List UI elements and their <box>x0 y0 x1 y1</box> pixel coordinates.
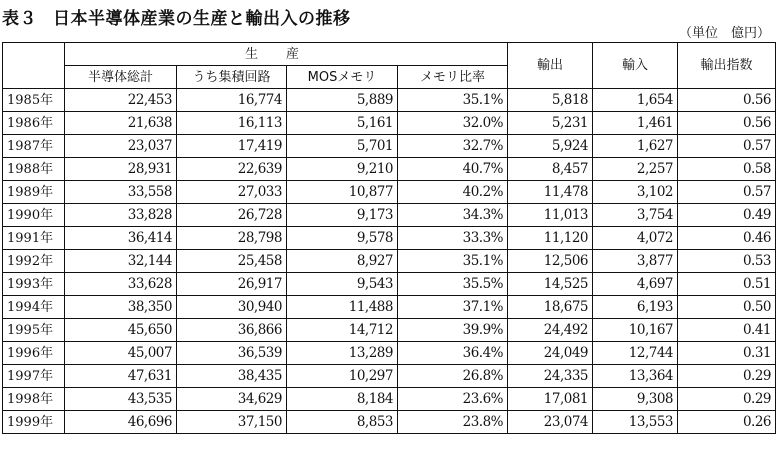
cell-mos-memory: 8,853 <box>287 411 398 434</box>
cell-export-index: 0.56 <box>678 89 776 112</box>
cell-semiconductor-total: 47,631 <box>65 365 177 388</box>
cell-memory-ratio: 33.3% <box>398 227 508 250</box>
cell-export-index: 0.58 <box>678 158 776 181</box>
cell-integrated-circuits: 16,774 <box>177 89 287 112</box>
cell-import: 3,877 <box>593 250 678 273</box>
cell-mos-memory: 9,173 <box>287 204 398 227</box>
semiconductor-table <box>2 42 776 434</box>
header-import: 輸入 <box>593 43 678 89</box>
table-row <box>3 273 776 296</box>
cell-semiconductor-total: 22,453 <box>65 89 177 112</box>
cell-import: 3,754 <box>593 204 678 227</box>
cell-mos-memory: 9,210 <box>287 158 398 181</box>
cell-export-index: 0.41 <box>678 319 776 342</box>
cell-import: 13,364 <box>593 365 678 388</box>
cell-export: 11,120 <box>508 227 593 250</box>
cell-integrated-circuits: 30,940 <box>177 296 287 319</box>
table-row <box>3 388 776 411</box>
header-integrated-circuits: うち集積回路 <box>177 66 287 89</box>
cell-memory-ratio: 34.3% <box>398 204 508 227</box>
header-export-index: 輸出指数 <box>678 43 776 89</box>
header-memory-ratio: メモリ比率 <box>398 66 508 89</box>
table-row <box>3 365 776 388</box>
table-row <box>3 250 776 273</box>
table-row <box>3 181 776 204</box>
cell-year: 1991年 <box>3 227 65 250</box>
cell-import: 6,193 <box>593 296 678 319</box>
cell-mos-memory: 5,701 <box>287 135 398 158</box>
cell-semiconductor-total: 43,535 <box>65 388 177 411</box>
cell-import: 3,102 <box>593 181 678 204</box>
header-mos-memory: MOSメモリ <box>287 66 398 89</box>
table-row <box>3 158 776 181</box>
cell-import: 1,627 <box>593 135 678 158</box>
table-row <box>3 135 776 158</box>
cell-export-index: 0.29 <box>678 365 776 388</box>
cell-import: 2,257 <box>593 158 678 181</box>
cell-mos-memory: 14,712 <box>287 319 398 342</box>
cell-export-index: 0.49 <box>678 204 776 227</box>
cell-semiconductor-total: 33,628 <box>65 273 177 296</box>
cell-memory-ratio: 35.1% <box>398 89 508 112</box>
table-row <box>3 112 776 135</box>
cell-integrated-circuits: 26,728 <box>177 204 287 227</box>
cell-export: 18,675 <box>508 296 593 319</box>
cell-mos-memory: 9,543 <box>287 273 398 296</box>
cell-export: 24,335 <box>508 365 593 388</box>
cell-memory-ratio: 35.5% <box>398 273 508 296</box>
cell-export-index: 0.53 <box>678 250 776 273</box>
cell-export: 11,478 <box>508 181 593 204</box>
table-title <box>2 4 351 29</box>
cell-mos-memory: 5,889 <box>287 89 398 112</box>
cell-semiconductor-total: 45,007 <box>65 342 177 365</box>
cell-year: 1990年 <box>3 204 65 227</box>
cell-export-index: 0.57 <box>678 181 776 204</box>
cell-memory-ratio: 40.2% <box>398 181 508 204</box>
cell-memory-ratio: 37.1% <box>398 296 508 319</box>
cell-memory-ratio: 40.7% <box>398 158 508 181</box>
cell-mos-memory: 9,578 <box>287 227 398 250</box>
cell-export: 14,525 <box>508 273 593 296</box>
cell-memory-ratio: 32.0% <box>398 112 508 135</box>
table-row <box>3 89 776 112</box>
cell-semiconductor-total: 33,558 <box>65 181 177 204</box>
cell-mos-memory: 10,297 <box>287 365 398 388</box>
cell-integrated-circuits: 36,866 <box>177 319 287 342</box>
header-production-group: 生産 <box>65 43 508 66</box>
header-export: 輸出 <box>508 43 593 89</box>
table-row <box>3 227 776 250</box>
cell-export: 11,013 <box>508 204 593 227</box>
cell-import: 1,654 <box>593 89 678 112</box>
cell-year: 1985年 <box>3 89 65 112</box>
cell-memory-ratio: 35.1% <box>398 250 508 273</box>
cell-export-index: 0.29 <box>678 388 776 411</box>
cell-year: 1986年 <box>3 112 65 135</box>
cell-integrated-circuits: 28,798 <box>177 227 287 250</box>
cell-mos-memory: 8,184 <box>287 388 398 411</box>
cell-export: 12,506 <box>508 250 593 273</box>
cell-mos-memory: 8,927 <box>287 250 398 273</box>
cell-integrated-circuits: 27,033 <box>177 181 287 204</box>
cell-export-index: 0.31 <box>678 342 776 365</box>
cell-year: 1998年 <box>3 388 65 411</box>
cell-semiconductor-total: 45,650 <box>65 319 177 342</box>
cell-integrated-circuits: 22,639 <box>177 158 287 181</box>
cell-year: 1996年 <box>3 342 65 365</box>
cell-export: 23,074 <box>508 411 593 434</box>
cell-memory-ratio: 23.6% <box>398 388 508 411</box>
cell-mos-memory: 13,289 <box>287 342 398 365</box>
header-corner <box>3 43 65 89</box>
cell-year: 1997年 <box>3 365 65 388</box>
cell-year: 1987年 <box>3 135 65 158</box>
table-row <box>3 296 776 319</box>
cell-year: 1999年 <box>3 411 65 434</box>
table-number: 表３ <box>2 9 37 29</box>
cell-mos-memory: 5,161 <box>287 112 398 135</box>
cell-import: 1,461 <box>593 112 678 135</box>
cell-semiconductor-total: 23,037 <box>65 135 177 158</box>
cell-export: 5,231 <box>508 112 593 135</box>
cell-memory-ratio: 26.8% <box>398 365 508 388</box>
cell-export: 24,492 <box>508 319 593 342</box>
table-row <box>3 342 776 365</box>
cell-integrated-circuits: 26,917 <box>177 273 287 296</box>
cell-import: 9,308 <box>593 388 678 411</box>
unit-note: （単位 億円） <box>678 26 770 41</box>
cell-memory-ratio: 32.7% <box>398 135 508 158</box>
cell-integrated-circuits: 16,113 <box>177 112 287 135</box>
cell-memory-ratio: 39.9% <box>398 319 508 342</box>
table-row <box>3 204 776 227</box>
table-body <box>3 89 776 434</box>
cell-import: 13,553 <box>593 411 678 434</box>
cell-import: 10,167 <box>593 319 678 342</box>
cell-semiconductor-total: 38,350 <box>65 296 177 319</box>
cell-semiconductor-total: 32,144 <box>65 250 177 273</box>
cell-import: 12,744 <box>593 342 678 365</box>
cell-export-index: 0.50 <box>678 296 776 319</box>
cell-semiconductor-total: 21,638 <box>65 112 177 135</box>
cell-export: 17,081 <box>508 388 593 411</box>
cell-integrated-circuits: 36,539 <box>177 342 287 365</box>
cell-year: 1992年 <box>3 250 65 273</box>
cell-integrated-circuits: 25,458 <box>177 250 287 273</box>
cell-import: 4,072 <box>593 227 678 250</box>
table-row <box>3 411 776 434</box>
cell-export: 24,049 <box>508 342 593 365</box>
cell-memory-ratio: 23.8% <box>398 411 508 434</box>
table-title-text: 日本半導体産業の生産と輸出入の推移 <box>53 9 351 29</box>
cell-year: 1988年 <box>3 158 65 181</box>
cell-export-index: 0.56 <box>678 112 776 135</box>
cell-year: 1994年 <box>3 296 65 319</box>
cell-export-index: 0.26 <box>678 411 776 434</box>
header-semiconductor-total: 半導体総計 <box>65 66 177 89</box>
cell-year: 1993年 <box>3 273 65 296</box>
cell-integrated-circuits: 34,629 <box>177 388 287 411</box>
cell-export: 8,457 <box>508 158 593 181</box>
cell-year: 1995年 <box>3 319 65 342</box>
cell-mos-memory: 11,488 <box>287 296 398 319</box>
cell-memory-ratio: 36.4% <box>398 342 508 365</box>
cell-semiconductor-total: 46,696 <box>65 411 177 434</box>
cell-semiconductor-total: 28,931 <box>65 158 177 181</box>
cell-semiconductor-total: 36,414 <box>65 227 177 250</box>
cell-integrated-circuits: 37,150 <box>177 411 287 434</box>
cell-year: 1989年 <box>3 181 65 204</box>
cell-semiconductor-total: 33,828 <box>65 204 177 227</box>
cell-export-index: 0.57 <box>678 135 776 158</box>
cell-export: 5,924 <box>508 135 593 158</box>
cell-export-index: 0.46 <box>678 227 776 250</box>
cell-integrated-circuits: 17,419 <box>177 135 287 158</box>
cell-export-index: 0.51 <box>678 273 776 296</box>
cell-mos-memory: 10,877 <box>287 181 398 204</box>
table-row <box>3 319 776 342</box>
cell-export: 5,818 <box>508 89 593 112</box>
cell-integrated-circuits: 38,435 <box>177 365 287 388</box>
cell-import: 4,697 <box>593 273 678 296</box>
